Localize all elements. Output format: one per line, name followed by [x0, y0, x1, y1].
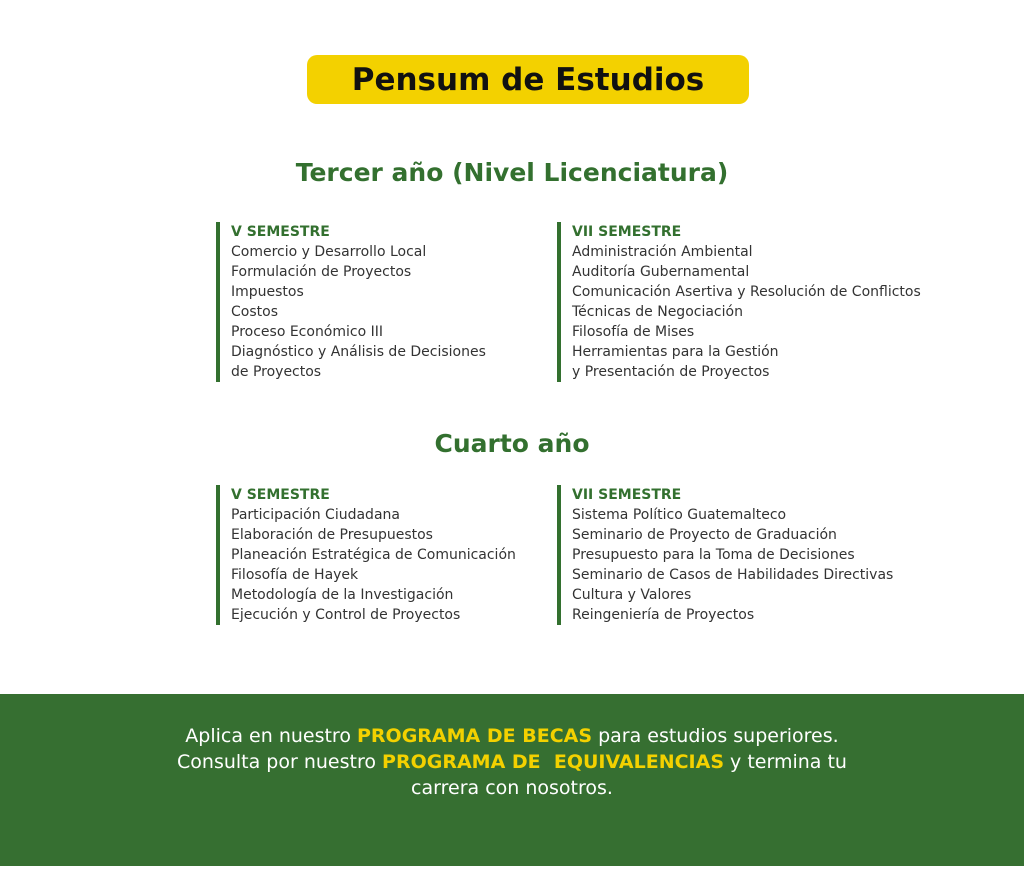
semester-title: V SEMESTRE	[231, 224, 330, 240]
section-heading-cuarto-ano: Cuarto año	[434, 429, 590, 458]
course-item: Seminario de Proyecto de Graduación	[572, 527, 837, 543]
course-item: de Proyectos	[231, 364, 322, 380]
promo-line-3: carrera con nosotros.	[411, 777, 613, 799]
course-item: Comunicación Asertiva y Resolución de Conflictos	[572, 284, 921, 300]
course-item: Seminario de Casos de Habilidades Directivas	[572, 567, 894, 583]
course-item: Filosofía de Hayek	[231, 567, 359, 583]
promo-text	[0, 723, 1024, 801]
course-item: y Presentación de Proyectos	[572, 364, 770, 380]
course-list	[572, 242, 921, 382]
course-item: Auditoría Gubernamental	[572, 264, 750, 280]
promo-line-1: Aplica en nuestro PROGRAMA DE BECAS para estudios superiores.	[185, 725, 839, 747]
semester-column-left	[216, 485, 516, 625]
course-item: Formulación de Proyectos	[231, 264, 412, 280]
course-item: Elaboración de Presupuestos	[231, 527, 433, 543]
course-item: Impuestos	[231, 284, 304, 300]
semester-title: VII SEMESTRE	[572, 487, 682, 503]
course-item: Diagnóstico y Análisis de Decisiones	[231, 344, 486, 360]
course-item: Técnicas de Negociación	[572, 304, 743, 320]
course-item: Reingeniería de Proyectos	[572, 607, 755, 623]
semester-column-right	[557, 485, 893, 625]
course-item: Herramientas para la Gestión	[572, 344, 779, 360]
course-item: Participación Ciudadana	[231, 507, 400, 523]
course-item: Sistema Político Guatemalteco	[572, 507, 787, 523]
becas-highlight: PROGRAMA DE BECAS	[357, 725, 593, 747]
course-item: Ejecución y Control de Proyectos	[231, 607, 461, 623]
course-item: Metodología de la Investigación	[231, 587, 454, 603]
course-item: Proceso Económico III	[231, 324, 384, 340]
semester-column-left	[216, 222, 486, 382]
course-list	[231, 505, 516, 625]
course-item: Cultura y Valores	[572, 587, 692, 603]
course-item: Planeación Estratégica de Comunicación	[231, 547, 516, 563]
semester-title: V SEMESTRE	[231, 487, 330, 503]
course-item: Administración Ambiental	[572, 244, 753, 260]
course-item: Costos	[231, 304, 278, 320]
equivalencias-highlight: PROGRAMA DE EQUIVALENCIAS	[382, 751, 725, 773]
course-list	[231, 242, 486, 382]
promo-line-2: Consulta por nuestro PROGRAMA DE EQUIVALENCIAS y termina tu	[177, 751, 847, 773]
section-heading-tercer-ano: Tercer año (Nivel Licenciatura)	[295, 158, 729, 187]
semester-title: VII SEMESTRE	[572, 224, 682, 240]
course-item: Filosofía de Mises	[572, 324, 695, 340]
course-item: Presupuesto para la Toma de Decisiones	[572, 547, 855, 563]
semester-column-right	[557, 222, 921, 382]
course-list	[572, 505, 893, 625]
course-item: Comercio y Desarrollo Local	[231, 244, 427, 260]
page-title: Pensum de Estudios	[307, 55, 749, 104]
